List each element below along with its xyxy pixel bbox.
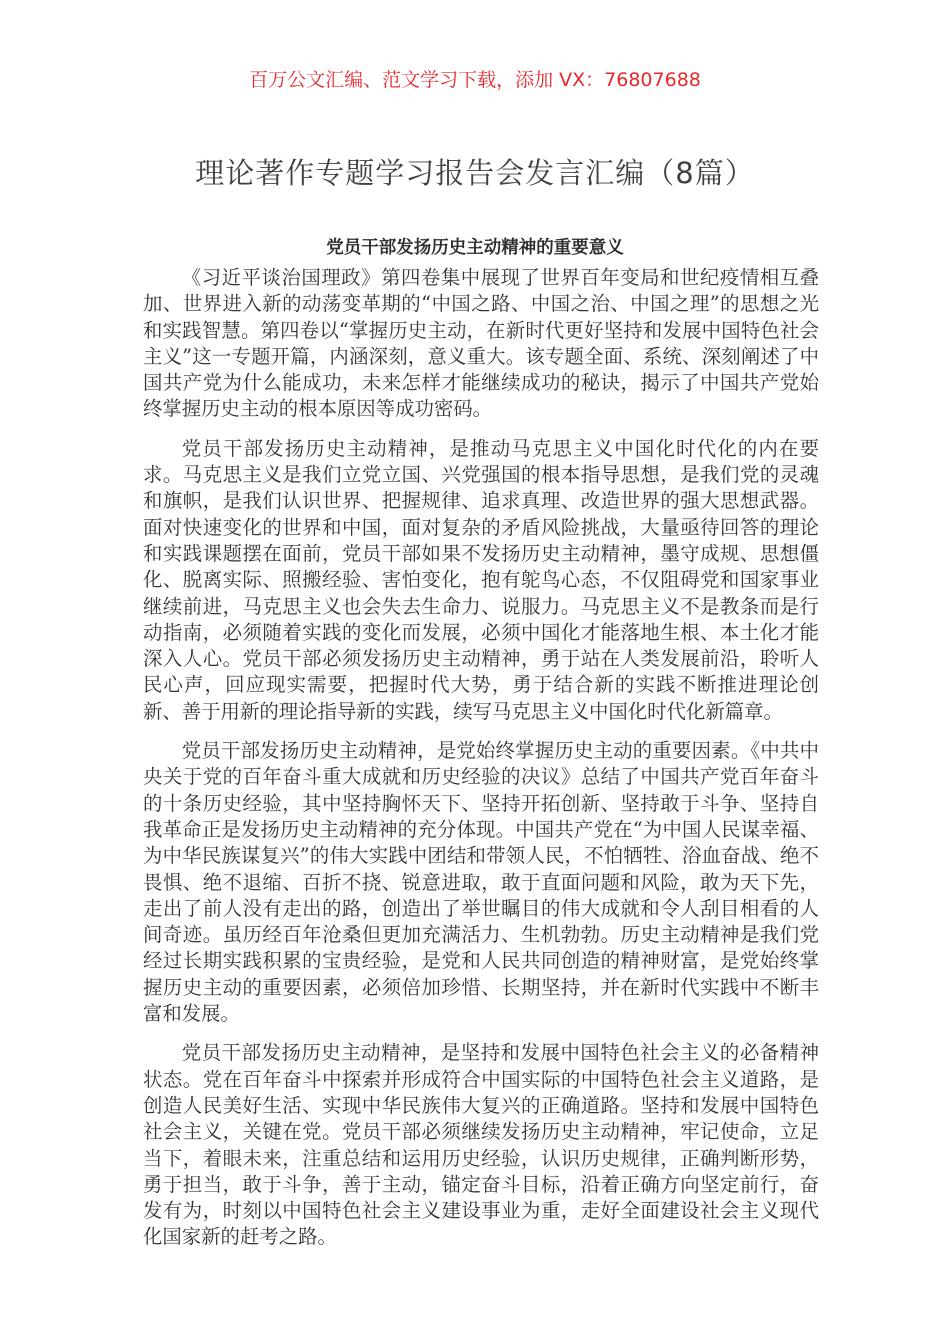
paragraph-4: 党员干部发扬历史主动精神，是坚持和发展中国特色社会主义的必备精神状态。党在百年奋斗中探索并形成符合中国实际的中国特色社会主义道路，是创造人民美好生活、实现中华民族伟大复兴的正确道路。坚持和发展中国特色社会主义，关键在党。党员干部必须继续发扬历史主动精神，牢记使命，立足当下，着眼未来，注重总结和运用历史经验，认识历史规律，正确判断形势，勇于担当，敢于斗争，善于主动，锚定奋斗目标，沿着正确方向坚定前行，奋发有为，时刻以中国特色社会主义建设事业为重，走好全面建设社会主义现代化国家新的赶考之路。 — [143, 1041, 819, 1249]
paragraph-3: 党员干部发扬历史主动精神，是党始终掌握历史主动的重要因素。《中共中央关于党的百年奋斗重大成就和历史经验的决议》总结了中国共产党百年奋斗的十条历史经验，其中坚持胸怀天下、坚持开拓创新、坚持敢于斗争、坚持自我革命正是发扬历史主动精神的充分体现。中国共产党在“为中国人民谋幸福、为中华民族谋复兴”的伟大实践中团结和带领人民，不怕牺牲、浴血奋战、绝不畏惧、绝不退缩、百折不挠、锐意进取，敢于直面问题和风险，敢为天下先，走出了前人没有走出的路，创造出了举世瞩目的伟大成就和令人刮目相看的人间奇迹。虽历经百年沧桑但更加充满活力、生机勃勃。历史主动精神是我们党经过长期实践积累的宝贵经验，是党和人民共同创造的精神财富，是党始终掌握历史主动的重要因素，必须倍加珍惜、长期坚持，并在新时代实践中不断丰富和发展。 — [143, 739, 819, 1026]
document-title: 理论著作专题学习报告会发言汇编（8篇） — [195, 156, 755, 190]
watermark-banner: 百万公文汇编、范文学习下载，添加 VX：76807688 — [249, 69, 701, 91]
document-body — [143, 265, 819, 1264]
paragraph-1: 《习近平谈治国理政》第四卷集中展现了世界百年变局和世纪疫情相互叠加、世界进入新的动荡变革期的“中国之路、中国之治、中国之理”的思想之光和实践智慧。第四卷以“掌握历史主动，在新时代更好坚持和发展中国特色社会主义”这一专题开篇，内涵深刻，意义重大。该专题全面、系统、深刻阐述了中国共产党为什么能成功，未来怎样才能继续成功的秘诀，揭示了中国共产党始终掌握历史主动的根本原因等成功密码。 — [143, 266, 819, 421]
paragraph-2: 党员干部发扬历史主动精神，是推动马克思主义中国化时代化的内在要求。马克思主义是我们立党立国、兴党强国的根本指导思想，是我们党的灵魂和旗帜，是我们认识世界、把握规律、追求真理、改造世界的强大思想武器。面对快速变化的世界和中国，面对复杂的矛盾风险挑战，大量亟待回答的理论和实践课题摆在面前，党员干部如果不发扬历史主动精神，墨守成规、思想僵化、脱离实际、照搬经验、害怕变化，抱有鸵鸟心态，不仅阻碍党和国家事业继续前进，马克思主义也会失去生命力、说服力。马克思主义不是教条而是行动指南，必须随着实践的变化而发展，必须中国化才能落地生根、本土化才能深入人心。党员干部必须发扬历史主动精神，勇于站在人类发展前沿，聆听人民心声，回应现实需要，把握时代大势，勇于结合新的实践不断推进理论创新、善于用新的理论指导新的实践，续写马克思主义中国化时代化新篇章。 — [143, 436, 819, 723]
section-title: 党员干部发扬历史主动精神的重要意义 — [326, 238, 624, 258]
